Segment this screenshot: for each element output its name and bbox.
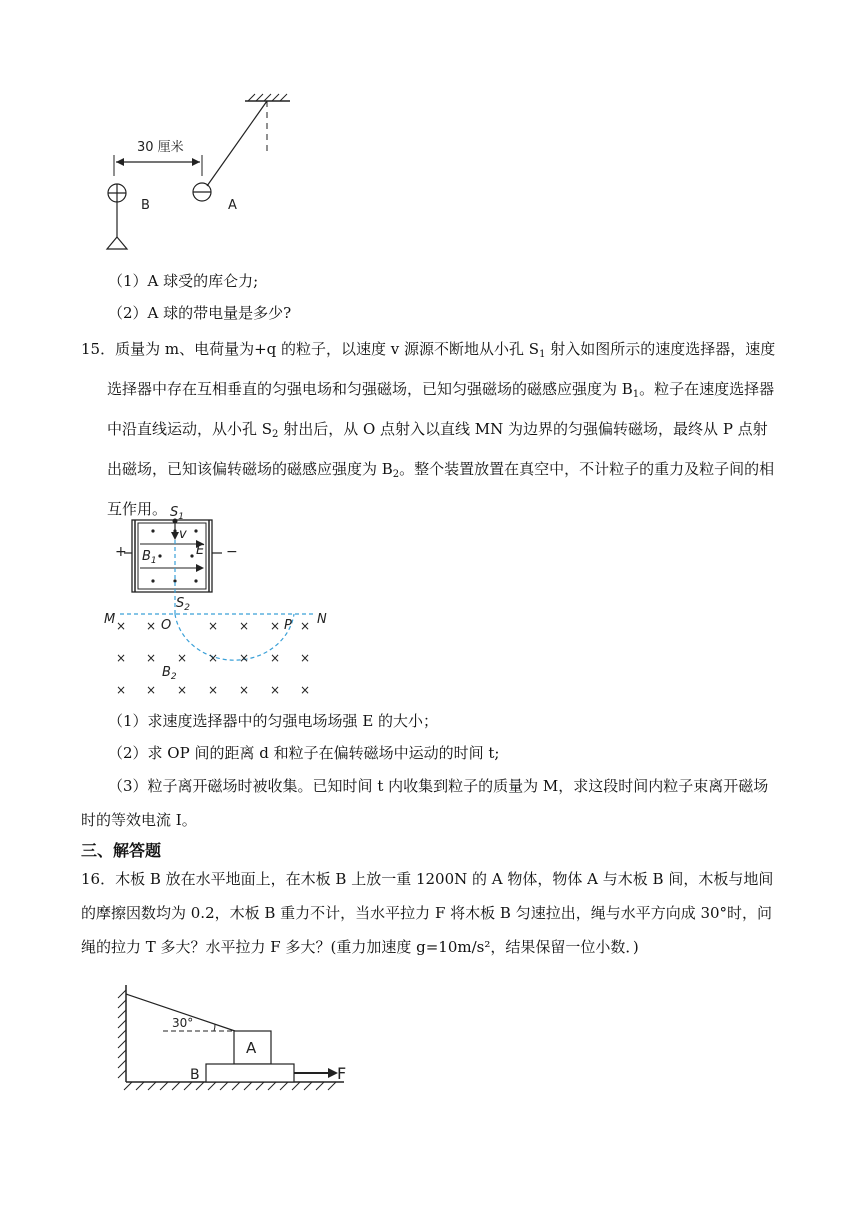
svg-text:×: × (177, 651, 188, 665)
svg-text:×: × (146, 619, 157, 633)
svg-text:×: × (300, 651, 311, 665)
svg-text:×: × (208, 683, 219, 697)
svg-text:×: × (270, 651, 281, 665)
svg-text:×: × (300, 619, 311, 633)
svg-text:S1: $S_1$ (170, 505, 184, 522)
svg-text:×: × (146, 651, 157, 665)
svg-text:×: × (116, 619, 127, 633)
svg-text:N: N (317, 612, 327, 627)
ball-a-label: A (228, 198, 237, 213)
svg-text:M: M (104, 612, 116, 627)
svg-text:×: × (300, 683, 311, 697)
svg-text:×: × (208, 651, 219, 665)
svg-text:P: P (284, 618, 292, 633)
svg-text:×: × (116, 683, 127, 697)
q16-text: 16．木板 B 放在水平地面上，在木板 B 上放一重 1200N 的 A 物体，物体 A 与木板 B 间，木板与地间的摩擦因数均为 0.2，木板 B 重力不计，当水平拉力 F 将木板 B 匀速拉出，绳与水平方向成 30°时，问绳的拉力 T 多大？水平拉力 F 多大？(重力加速度 g=10m/s²，结果保留一位小数．) (81, 870, 774, 956)
svg-text:×: × (208, 619, 219, 633)
ball-b-label: B (141, 198, 150, 213)
q15-sub2: （2）求 OP 间的距离 d 和粒子在偏转磁场中运动的时间 t; (108, 744, 500, 762)
svg-text:×: × (177, 683, 188, 697)
svg-text:B1: $B_1$ (142, 549, 157, 566)
svg-text:×: × (239, 651, 250, 665)
svg-text:×: × (270, 683, 281, 697)
svg-text:E: E (196, 543, 205, 558)
svg-text:S2: $S_2$ (176, 596, 190, 613)
svg-text:×: × (239, 683, 250, 697)
q14-sub2: （2）A 球的带电量是多少? (108, 304, 292, 322)
svg-text:B2: $B_2$ (162, 665, 177, 682)
svg-text:×: × (146, 683, 157, 697)
q15-text: 15．质量为 m、电荷量为+q 的粒子，以速度 v 源源不断地从小孔 $S_1$ 射入如图所示的速度选择器，速度选择器中存在互相垂直的匀强电场和匀强磁场，已知匀强磁场的磁感应强度为 $B_1$。粒子在速度选择器中沿直线运动，从小孔 $S_2$ 射出后，从 O 点射入以直线 MN 为边界的匀强偏转磁场，最终从 P 点射出磁场，已知该偏转磁场的磁感应强度为 $B_2$。整个装置放置在真空中，不计粒子的重力及粒子间的相互作用。 (81, 340, 776, 518)
distance-label: 30 厘米 (137, 140, 184, 155)
q15-sub3: （3）粒子离开磁场时被收集。已知时间 t 内收集到粒子的质量为 M，求这段时间内粒子束离开磁场时的等效电流 I。 (81, 777, 769, 829)
block-a-label: A (246, 1039, 257, 1057)
svg-text:×: × (239, 619, 250, 633)
angle-label: 30° (172, 1016, 194, 1030)
svg-text:O: O (161, 618, 172, 633)
svg-text:−: − (226, 544, 238, 560)
svg-text:×: × (270, 619, 281, 633)
svg-text:×: × (116, 651, 127, 665)
q15-sub1: （1）求速度选择器中的匀强电场场强 E 的大小； (108, 712, 439, 730)
board-b-label: B (190, 1067, 200, 1083)
svg-text:v: v (179, 527, 187, 542)
svg-text:+: + (115, 544, 127, 560)
section-title: 三、解答题 (81, 841, 162, 860)
force-f-label: F (337, 1064, 347, 1083)
q14-sub1: （1）A 球受的库仑力; (108, 272, 259, 290)
